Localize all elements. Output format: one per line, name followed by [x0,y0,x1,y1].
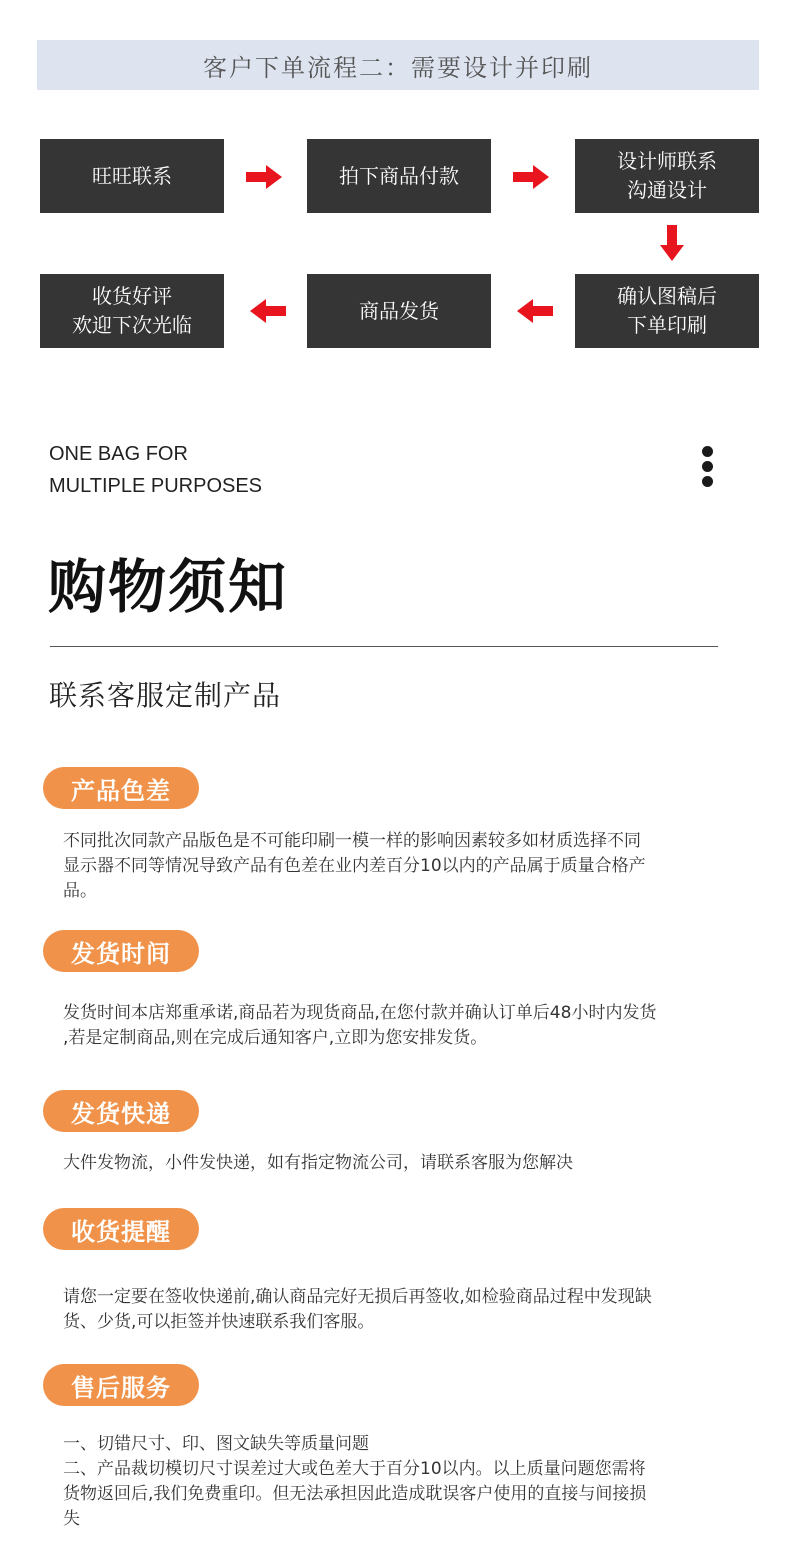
arrow-right-icon [513,165,549,189]
tagline: ONE BAG FOR MULTIPLE PURPOSES [49,443,263,497]
section-heading-color-difference: 产品色差 [43,767,199,809]
section-text-shipping-time [63,1001,763,1051]
text-line: 显示器不同等情况导致产品有色差在业内差百分10以内的产品属于质量合格产 [63,856,646,876]
flow-step-pay: 拍下商品付款 [307,139,491,213]
flow-step-ship: 商品发货 [307,274,491,348]
text-line: 发货时间本店郑重承诺,商品若为现货商品,在您付款并确认订单后48小时内发货 [63,1003,657,1023]
text-line: 一、切错尺寸、印、图文缺失等质量问题 [63,1434,369,1454]
process-banner [37,40,759,90]
vertical-dots-icon [702,446,714,488]
section-heading-courier: 发货快递 [43,1090,199,1132]
text-line: 失 [63,1509,80,1529]
text-line: 货物返回后,我们免费重印。但无法承担因此造成耽误客户使用的直接与间接损 [63,1484,647,1504]
page-title: 购物须知 [48,553,289,621]
text-line: ,若是定制商品,则在完成后通知客户,立即为您安排发货。 [63,1028,488,1048]
flow-step-contact: 旺旺联系 [40,139,224,213]
text-line: 不同批次同款产品版色是不可能印刷一模一样的影响因素较多如材质选择不同 [63,831,641,851]
arrow-left-icon [517,299,553,323]
arrow-down-icon [660,225,684,261]
text-line: 大件发物流，小件发快递，如有指定物流公司，请联系客服为您解决 [63,1153,573,1173]
section-text-receipt-reminder [63,1285,763,1335]
section-heading-shipping-time: 发货时间 [43,930,199,972]
text-line: 请您一定要在签收快递前,确认商品完好无损后再签收,如检验商品过程中发现缺 [63,1287,652,1307]
page-subtitle: 联系客服定制产品 [49,679,282,712]
section-heading-receipt-reminder: 收货提醒 [43,1208,199,1250]
text-line: 货、少货,可以拒签并快速联系我们客服。 [63,1312,375,1332]
section-text-after-sales [63,1432,763,1532]
flow-step-review: 收货好评 欢迎下次光临 [40,274,224,348]
section-heading-after-sales: 售后服务 [43,1364,199,1406]
arrow-left-icon [250,299,286,323]
divider [50,646,718,647]
banner-title: 客户下单流程二：需要设计并印刷 [203,53,593,82]
section-text-courier [63,1151,763,1176]
text-line: 二、产品裁切模切尺寸误差过大或色差大于百分10以内。以上质量问题您需将 [63,1459,646,1479]
flow-step-design: 设计师联系 沟通设计 [575,139,759,213]
text-line: 品。 [63,881,97,901]
flow-step-print: 确认图稿后 下单印刷 [575,274,759,348]
section-text-color-difference [63,829,763,904]
arrow-right-icon [246,165,282,189]
